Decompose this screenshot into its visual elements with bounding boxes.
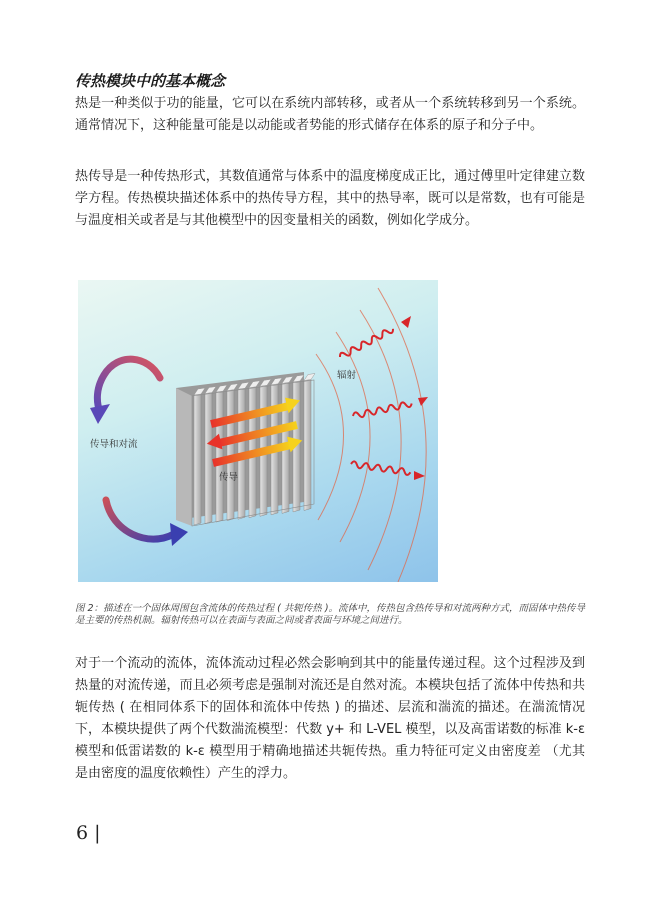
heatsink-fin (216, 391, 223, 522)
radiation-wavefronts (316, 288, 426, 582)
heatsink-solid (176, 372, 315, 526)
conjugate-heat-transfer-figure (78, 280, 438, 582)
paragraph-fluid-flow: 对于一个流动的流体，流体流动过程必然会影响到其中的能量传递过程。这个过程涉及到热量的对流传递，而且必须考虑是强制对流还是自然对流。本模块包括了流体中传热和共轭传热 ( 在相同体系下的固体和流体中传热 ) 的描述、层流和湍流的描述。在湍流情况下，本模块提供了两个代数湍流模型：代数 y+ 和 L-VEL 模型，以及高雷诺数的标准 k-ε 模型和低雷诺数的 k-ε 模型用于精确地描述共轭传热。重力特征可定义由密度差 （尤其是由密度的温度依赖性）产生的浮力。 (75, 656, 585, 781)
page-number: 6 | (76, 822, 101, 844)
label-conduction-and-convection: 传导和对流 (90, 439, 138, 450)
paragraph-conduction: 热传导是一种传热形式，其数值通常与体系中的温度梯度成正比，通过傅里叶定律建立数学方程。传热模块描述体系中的热传导方程，其中的热导率，既可以是常数，也有可能是与温度相关或者是与其他模型中的因变量相关的函数，例如化学成分。 (75, 169, 585, 228)
paragraph-heat-definition: 热是一种类似于功的能量，它可以在系统内部转移，或者从一个系统转移到另一个系统。通常情况下，这种能量可能是以动能或者势能的形式储存在体系的原子和分子中。 (75, 96, 585, 133)
figure-illustration (78, 280, 438, 582)
heatsink-fin (205, 393, 212, 524)
heatsink-fin-top (304, 374, 315, 381)
section-heading: 传热模块中的基本概念 (75, 72, 226, 90)
label-conduction: 传导 (219, 472, 239, 483)
heatsink-fin (194, 394, 201, 525)
figure-caption: 图 2：描述在一个固体周围包含流体的传热过程 ( 共轭传热 )。流体中，传热包含热传导和对流两种方式，而固体中热传导是主要的传热机制。辐射传热可以在表面与表面之间或者表面与环境之间进行。 (75, 603, 586, 626)
label-radiation: 辐射 (337, 370, 357, 381)
heatsink-fin (304, 380, 311, 511)
convection-flow-arrows (90, 359, 188, 546)
radiation-arrowheads (401, 316, 428, 480)
